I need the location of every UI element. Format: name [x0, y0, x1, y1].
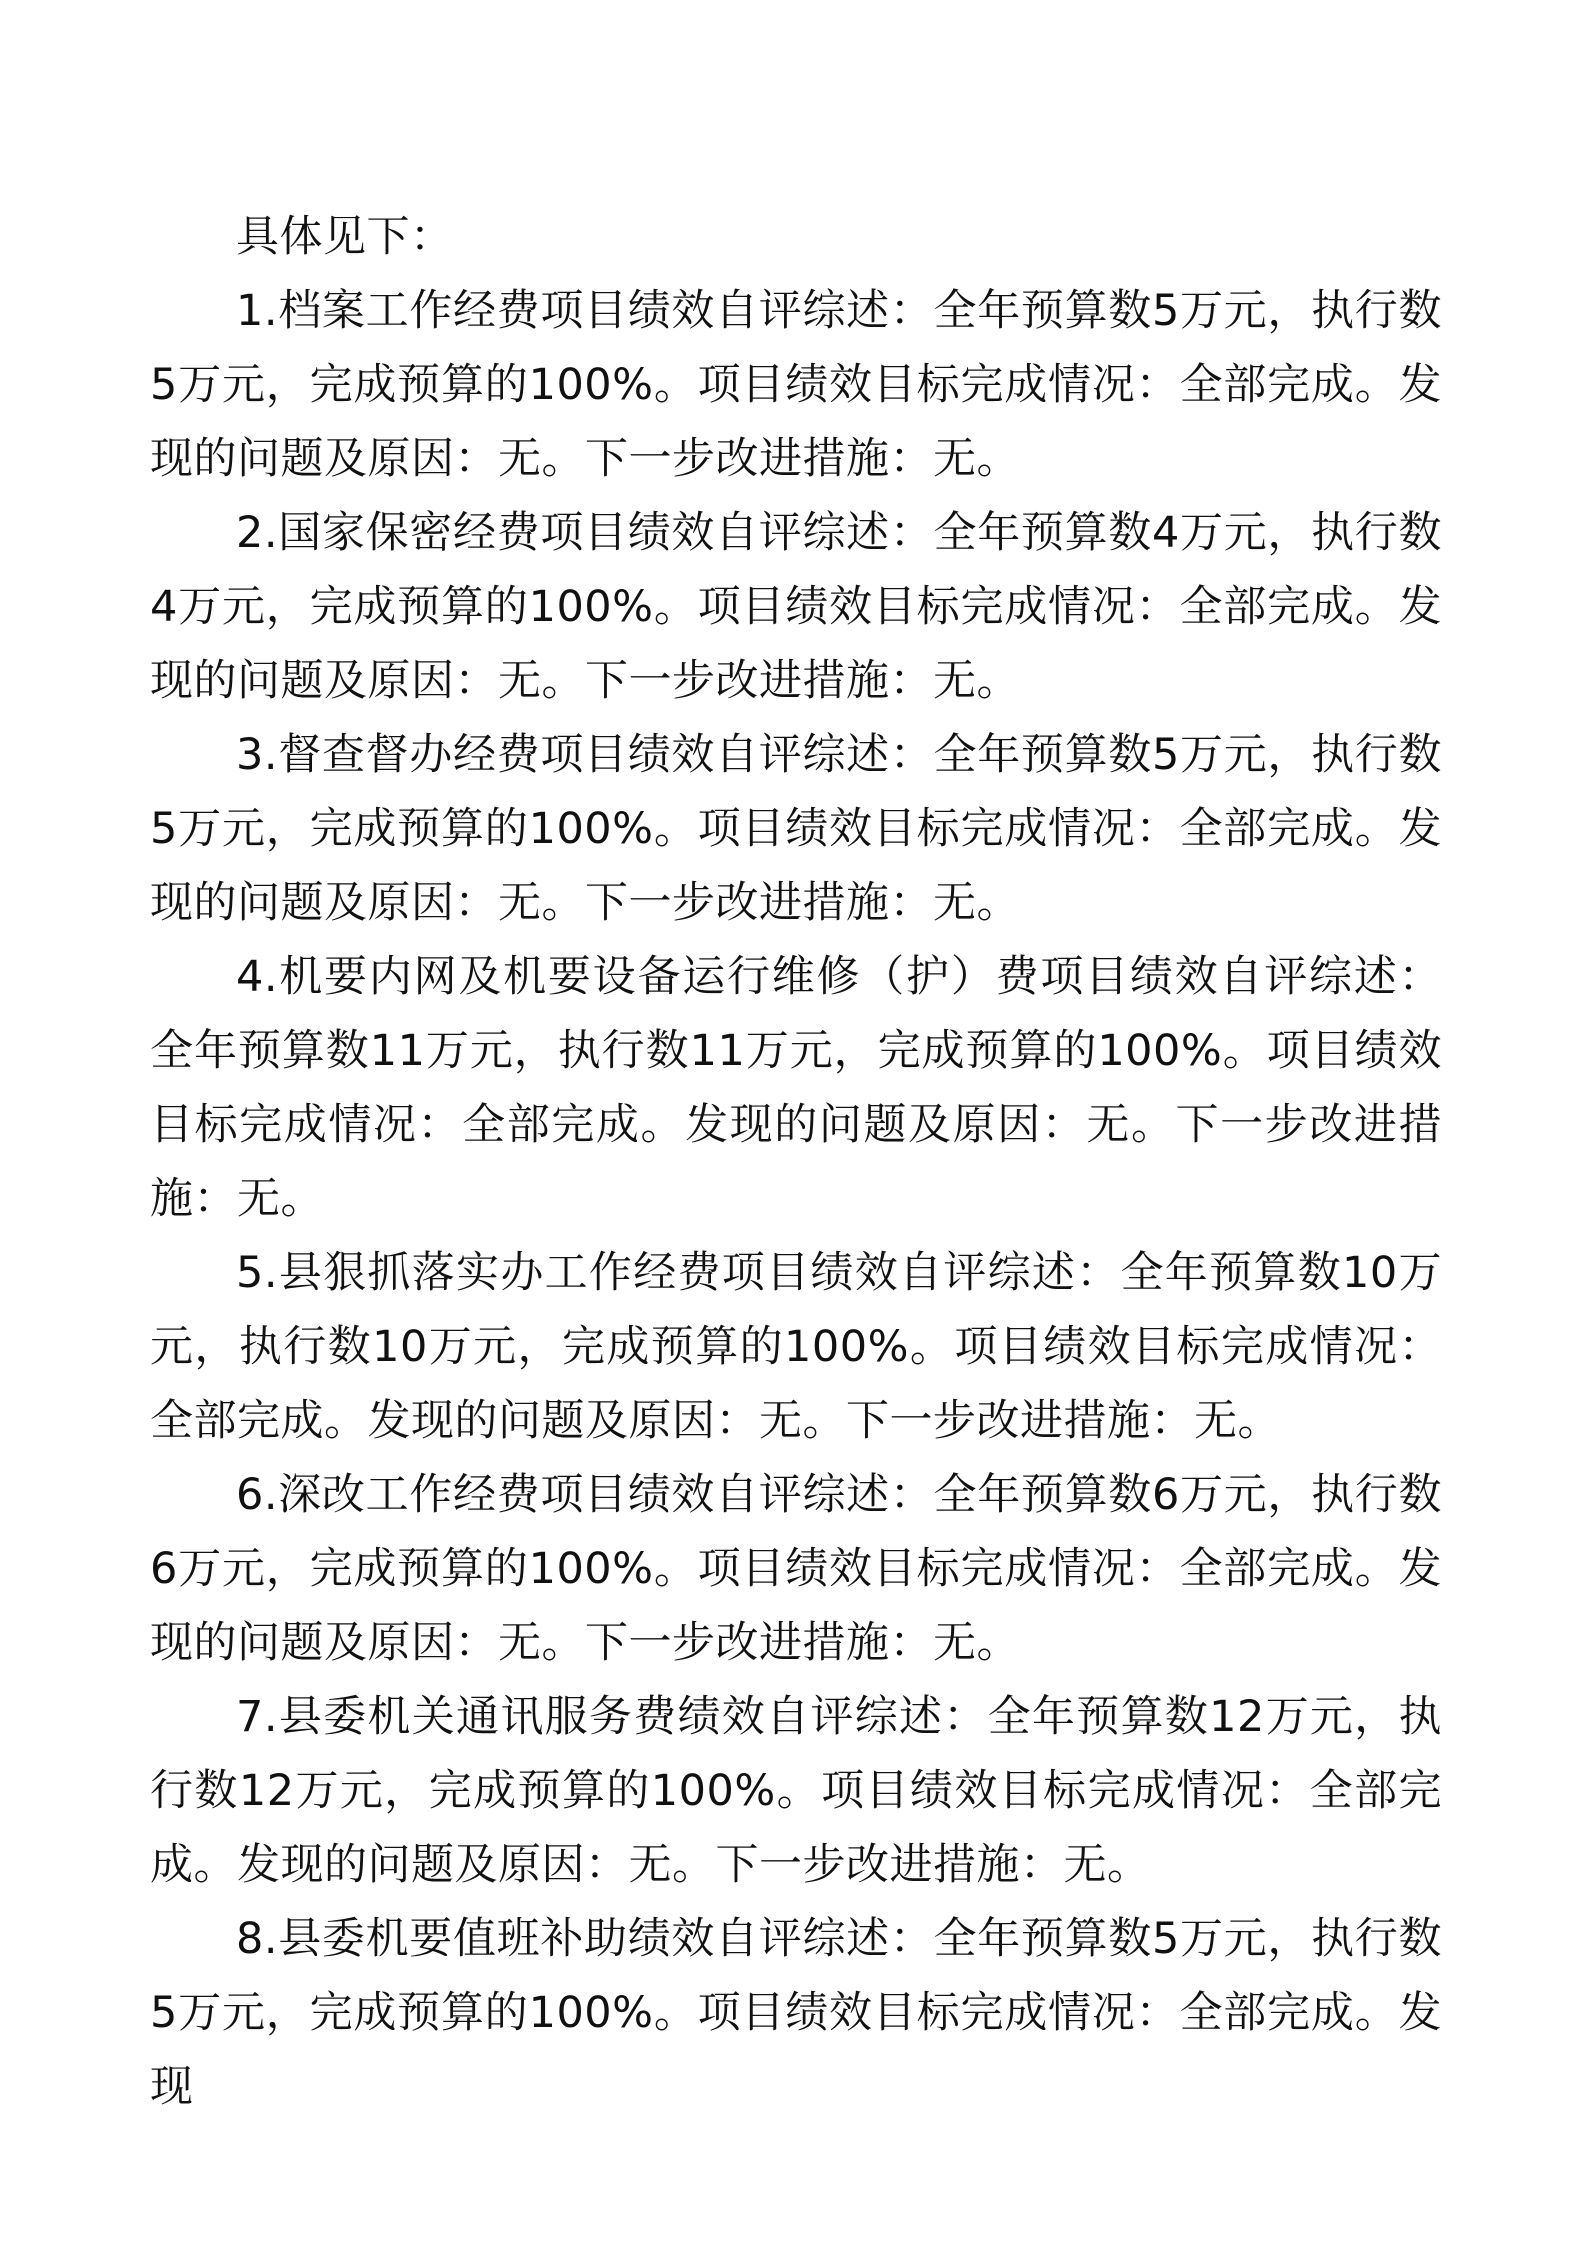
item-paragraph-1: 1.档案工作经费项目绩效自评综述：全年预算数5万元，执行数5万元，完成预算的100%。项目绩效目标完成情况：全部完成。发现的问题及原因：无。下一步改进措施：无。	[150, 286, 1442, 484]
item-paragraph-8: 8.县委机要值班补助绩效自评综述：全年预算数5万元，执行数5万元，完成预算的100%。项目绩效目标完成情况：全部完成。发现	[150, 1914, 1442, 2112]
item-paragraph-6: 6.深改工作经费项目绩效自评综述：全年预算数6万元，执行数6万元，完成预算的100%。项目绩效目标完成情况：全部完成。发现的问题及原因：无。下一步改进措施：无。	[150, 1470, 1442, 1668]
item-paragraph-3: 3.督查督办经费项目绩效自评综述：全年预算数5万元，执行数5万元，完成预算的100%。项目绩效目标完成情况：全部完成。发现的问题及原因：无。下一步改进措施：无。	[150, 730, 1442, 928]
item-paragraph-7: 7.县委机关通讯服务费绩效自评综述：全年预算数12万元，执行数12万元，完成预算的100%。项目绩效目标完成情况：全部完成。发现的问题及原因：无。下一步改进措施：无。	[150, 1692, 1442, 1890]
item-paragraph-4: 4.机要内网及机要设备运行维修（护）费项目绩效自评综述：全年预算数11万元，执行数11万元，完成预算的100%。项目绩效目标完成情况：全部完成。发现的问题及原因：无。下一步改进措施：无。	[150, 952, 1442, 1224]
intro-paragraph: 具体见下：	[236, 212, 454, 262]
item-paragraph-5: 5.县狠抓落实办工作经费项目绩效自评综述：全年预算数10万元，执行数10万元，完成预算的100%。项目绩效目标完成情况：全部完成。发现的问题及原因：无。下一步改进措施：无。	[150, 1248, 1442, 1446]
document-page	[150, 200, 1442, 2124]
item-paragraph-2: 2.国家保密经费项目绩效自评综述：全年预算数4万元，执行数4万元，完成预算的100%。项目绩效目标完成情况：全部完成。发现的问题及原因：无。下一步改进措施：无。	[150, 508, 1442, 706]
